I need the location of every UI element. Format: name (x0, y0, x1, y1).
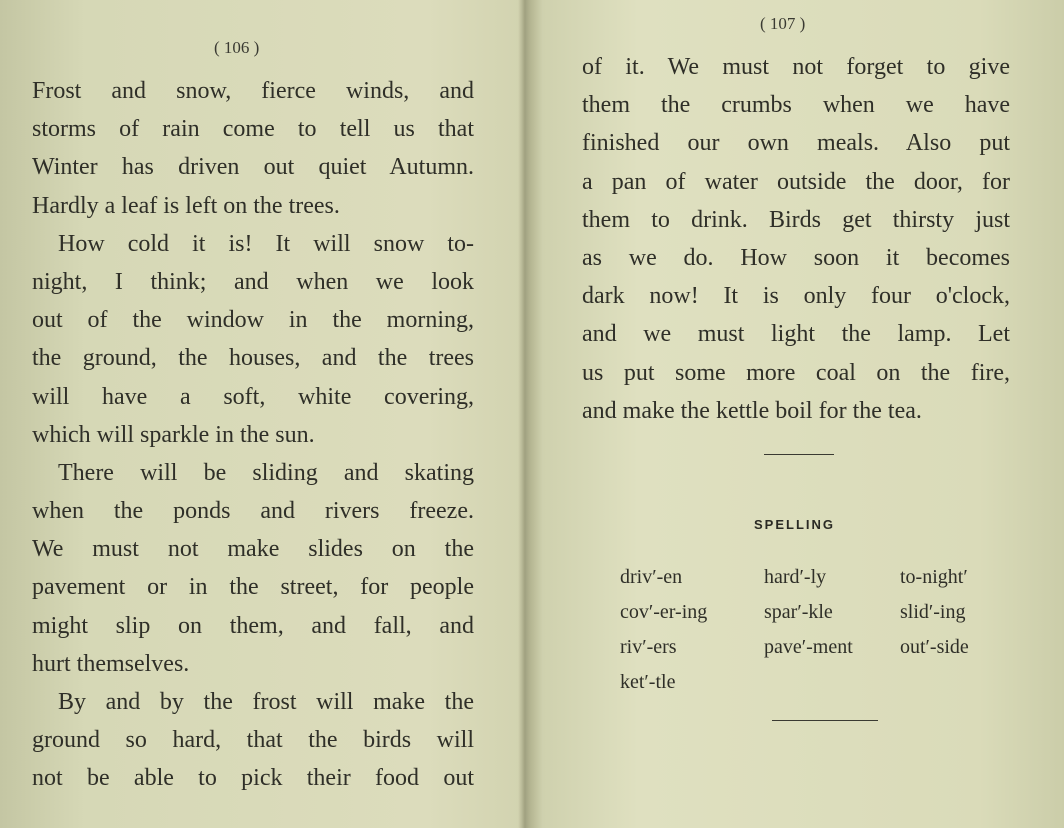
spelling-word: hard′-ly (764, 566, 827, 588)
text-line: us put some more coal on the fire, (582, 359, 1010, 386)
text-line: storms of rain come to tell us that (32, 116, 474, 143)
page-number-right: ( 107 ) (760, 14, 806, 33)
right-page-text (582, 48, 1010, 430)
divider-rule-bottom (772, 720, 878, 721)
text-line: and we must light the lamp. Let (582, 321, 1010, 348)
text-line: dark now! It is only four o'clock, (582, 283, 1010, 310)
text-line: will have a soft, white covering, (32, 383, 474, 410)
spelling-word: ket′-tle (620, 671, 676, 693)
page-number-left: ( 106 ) (214, 38, 260, 57)
left-page (0, 0, 518, 828)
book-gutter (518, 0, 532, 828)
text-line: them to drink. Birds get thirsty just (582, 206, 1010, 233)
spelling-word: driv′-en (620, 566, 683, 588)
text-line: Hardly a leaf is left on the trees. (32, 192, 340, 219)
text-line: as we do. How soon it becomes (582, 244, 1010, 271)
text-line: ground so hard, that the birds will (32, 727, 474, 754)
text-line: How cold it is! It will snow to- (58, 230, 474, 257)
text-line: might slip on them, and fall, and (32, 612, 474, 639)
spelling-heading: SPELLING (754, 517, 836, 532)
text-line: finished our own meals. Also put (582, 130, 1010, 157)
text-line: and make the kettle boil for the tea. (582, 397, 922, 424)
text-line: Frost and snow, fierce winds, and (32, 78, 474, 104)
text-line: out of the window in the morning, (32, 307, 474, 334)
text-line: We must not make slides on the (32, 536, 474, 563)
spelling-word: cov′-er-ing (620, 601, 708, 623)
text-line: the ground, the houses, and the trees (32, 345, 474, 372)
text-line: hurt themselves. (32, 650, 190, 677)
spelling-word: out′-side (900, 636, 969, 658)
spelling-word: riv′-ers (620, 636, 677, 658)
spelling-word: spar′-kle (764, 601, 833, 623)
spelling-word: to-night′ (900, 566, 968, 588)
divider-rule-top (764, 454, 834, 455)
spelling-word: pave′-ment (764, 636, 853, 658)
text-line: them the crumbs when we have (582, 92, 1010, 119)
spelling-column-3 (900, 560, 969, 665)
text-line: when the ponds and rivers freeze. (32, 498, 474, 525)
text-line: which will sparkle in the sun. (32, 421, 315, 448)
right-page (532, 0, 1064, 828)
text-line: of it. We must not forget to give (582, 54, 1010, 80)
spelling-word: slid′-ing (900, 601, 966, 623)
spelling-column-2 (764, 560, 853, 665)
text-line: night, I think; and when we look (32, 268, 474, 295)
spelling-column-1 (620, 560, 707, 700)
text-line: By and by the frost will make the (58, 689, 474, 715)
left-page-text (32, 72, 474, 798)
text-line: pavement or in the street, for people (32, 574, 474, 601)
text-line: Winter has driven out quiet Autumn. (32, 154, 474, 181)
text-line: There will be sliding and skating (58, 459, 474, 486)
text-line: not be able to pick their food out (32, 765, 474, 792)
text-line: a pan of water outside the door, for (582, 168, 1010, 195)
